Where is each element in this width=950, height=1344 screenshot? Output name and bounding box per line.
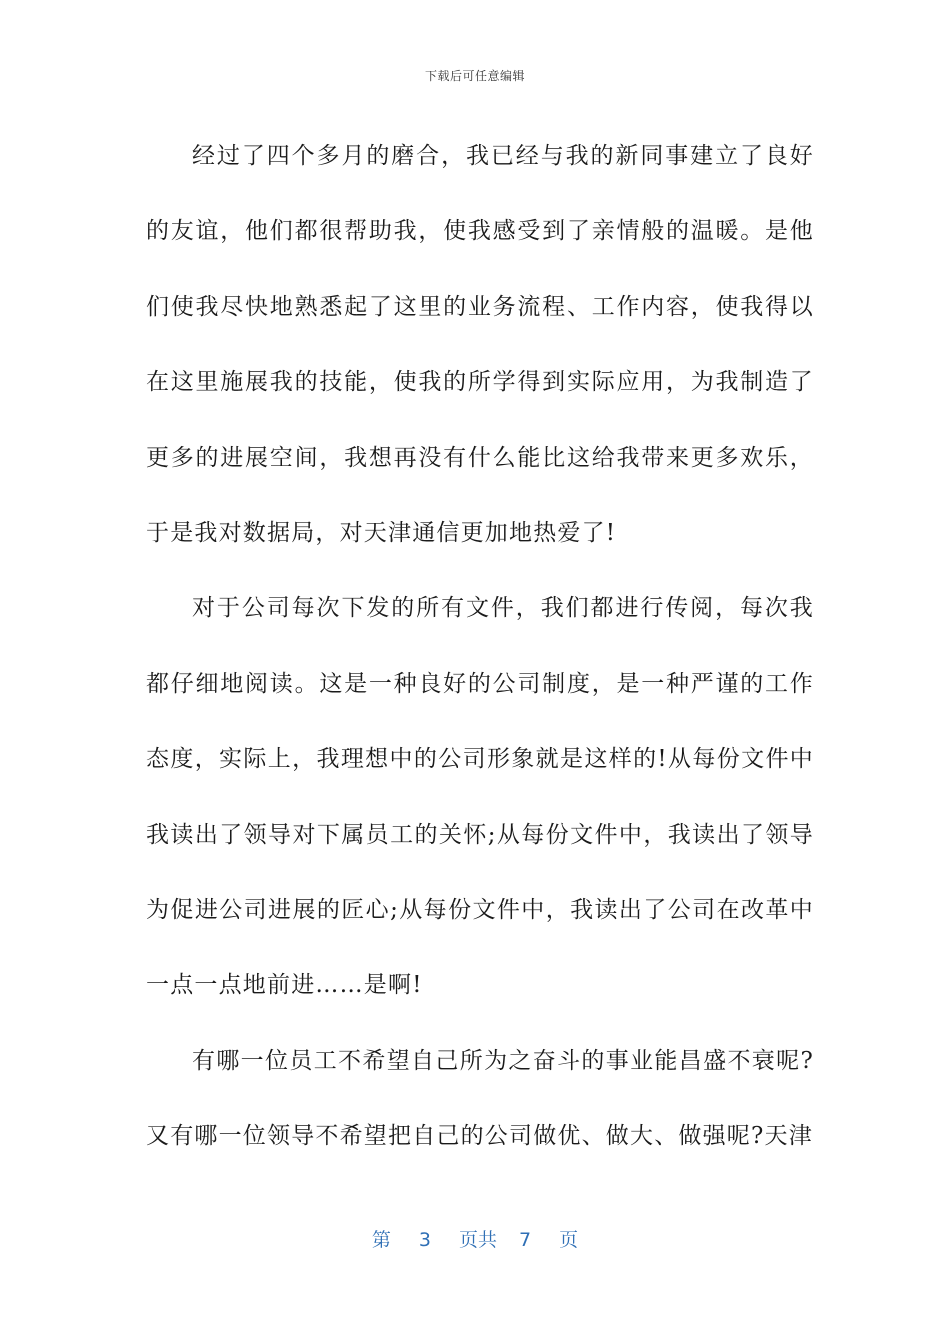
paragraph-1: 经过了四个多月的磨合，我已经与我的新同事建立了良好的友谊，他们都很帮助我，使我感受到了亲情般的温暖。是他们使我尽快地熟悉起了这里的业务流程、工作内容，使我得以在这里施展我的技能，使我的所学得到实际应用，为我制造了更多的进展空间，我想再没有什么能比这给我带来更多欢乐，于是我对数据局，对天津通信更加地热爱了! [146,143,814,547]
page-footer [0,1225,950,1252]
footer-total-pages: 7 [519,1229,532,1251]
footer-label-ye: 页 [559,1229,579,1251]
footer-label-di: 第 [371,1229,391,1251]
paragraph-2: 对于公司每次下发的所有文件，我们都进行传阅，每次我都仔细地阅读。这是一种良好的公司制度，是一种严谨的工作态度，实际上，我理想中的公司形象就是这样的!从每份文件中我读出了领导对下属员工的关怀;从每份文件中，我读出了领导为促进公司进展的匠心;从每份文件中，我读出了公司在改革中一点一点地前进……是啊! [146,595,814,999]
header-note: 下载后可任意编辑 [424,69,525,83]
document-body [146,119,814,1175]
paragraph-3: 有哪一位员工不希望自己所为之奋斗的事业能昌盛不衰呢?又有哪一位领导不希望把自己的公司做优、做大、做强呢?天津 [146,1047,814,1150]
footer-label-ye-gong: 页共 [458,1229,497,1251]
footer-current-page: 3 [418,1229,431,1251]
